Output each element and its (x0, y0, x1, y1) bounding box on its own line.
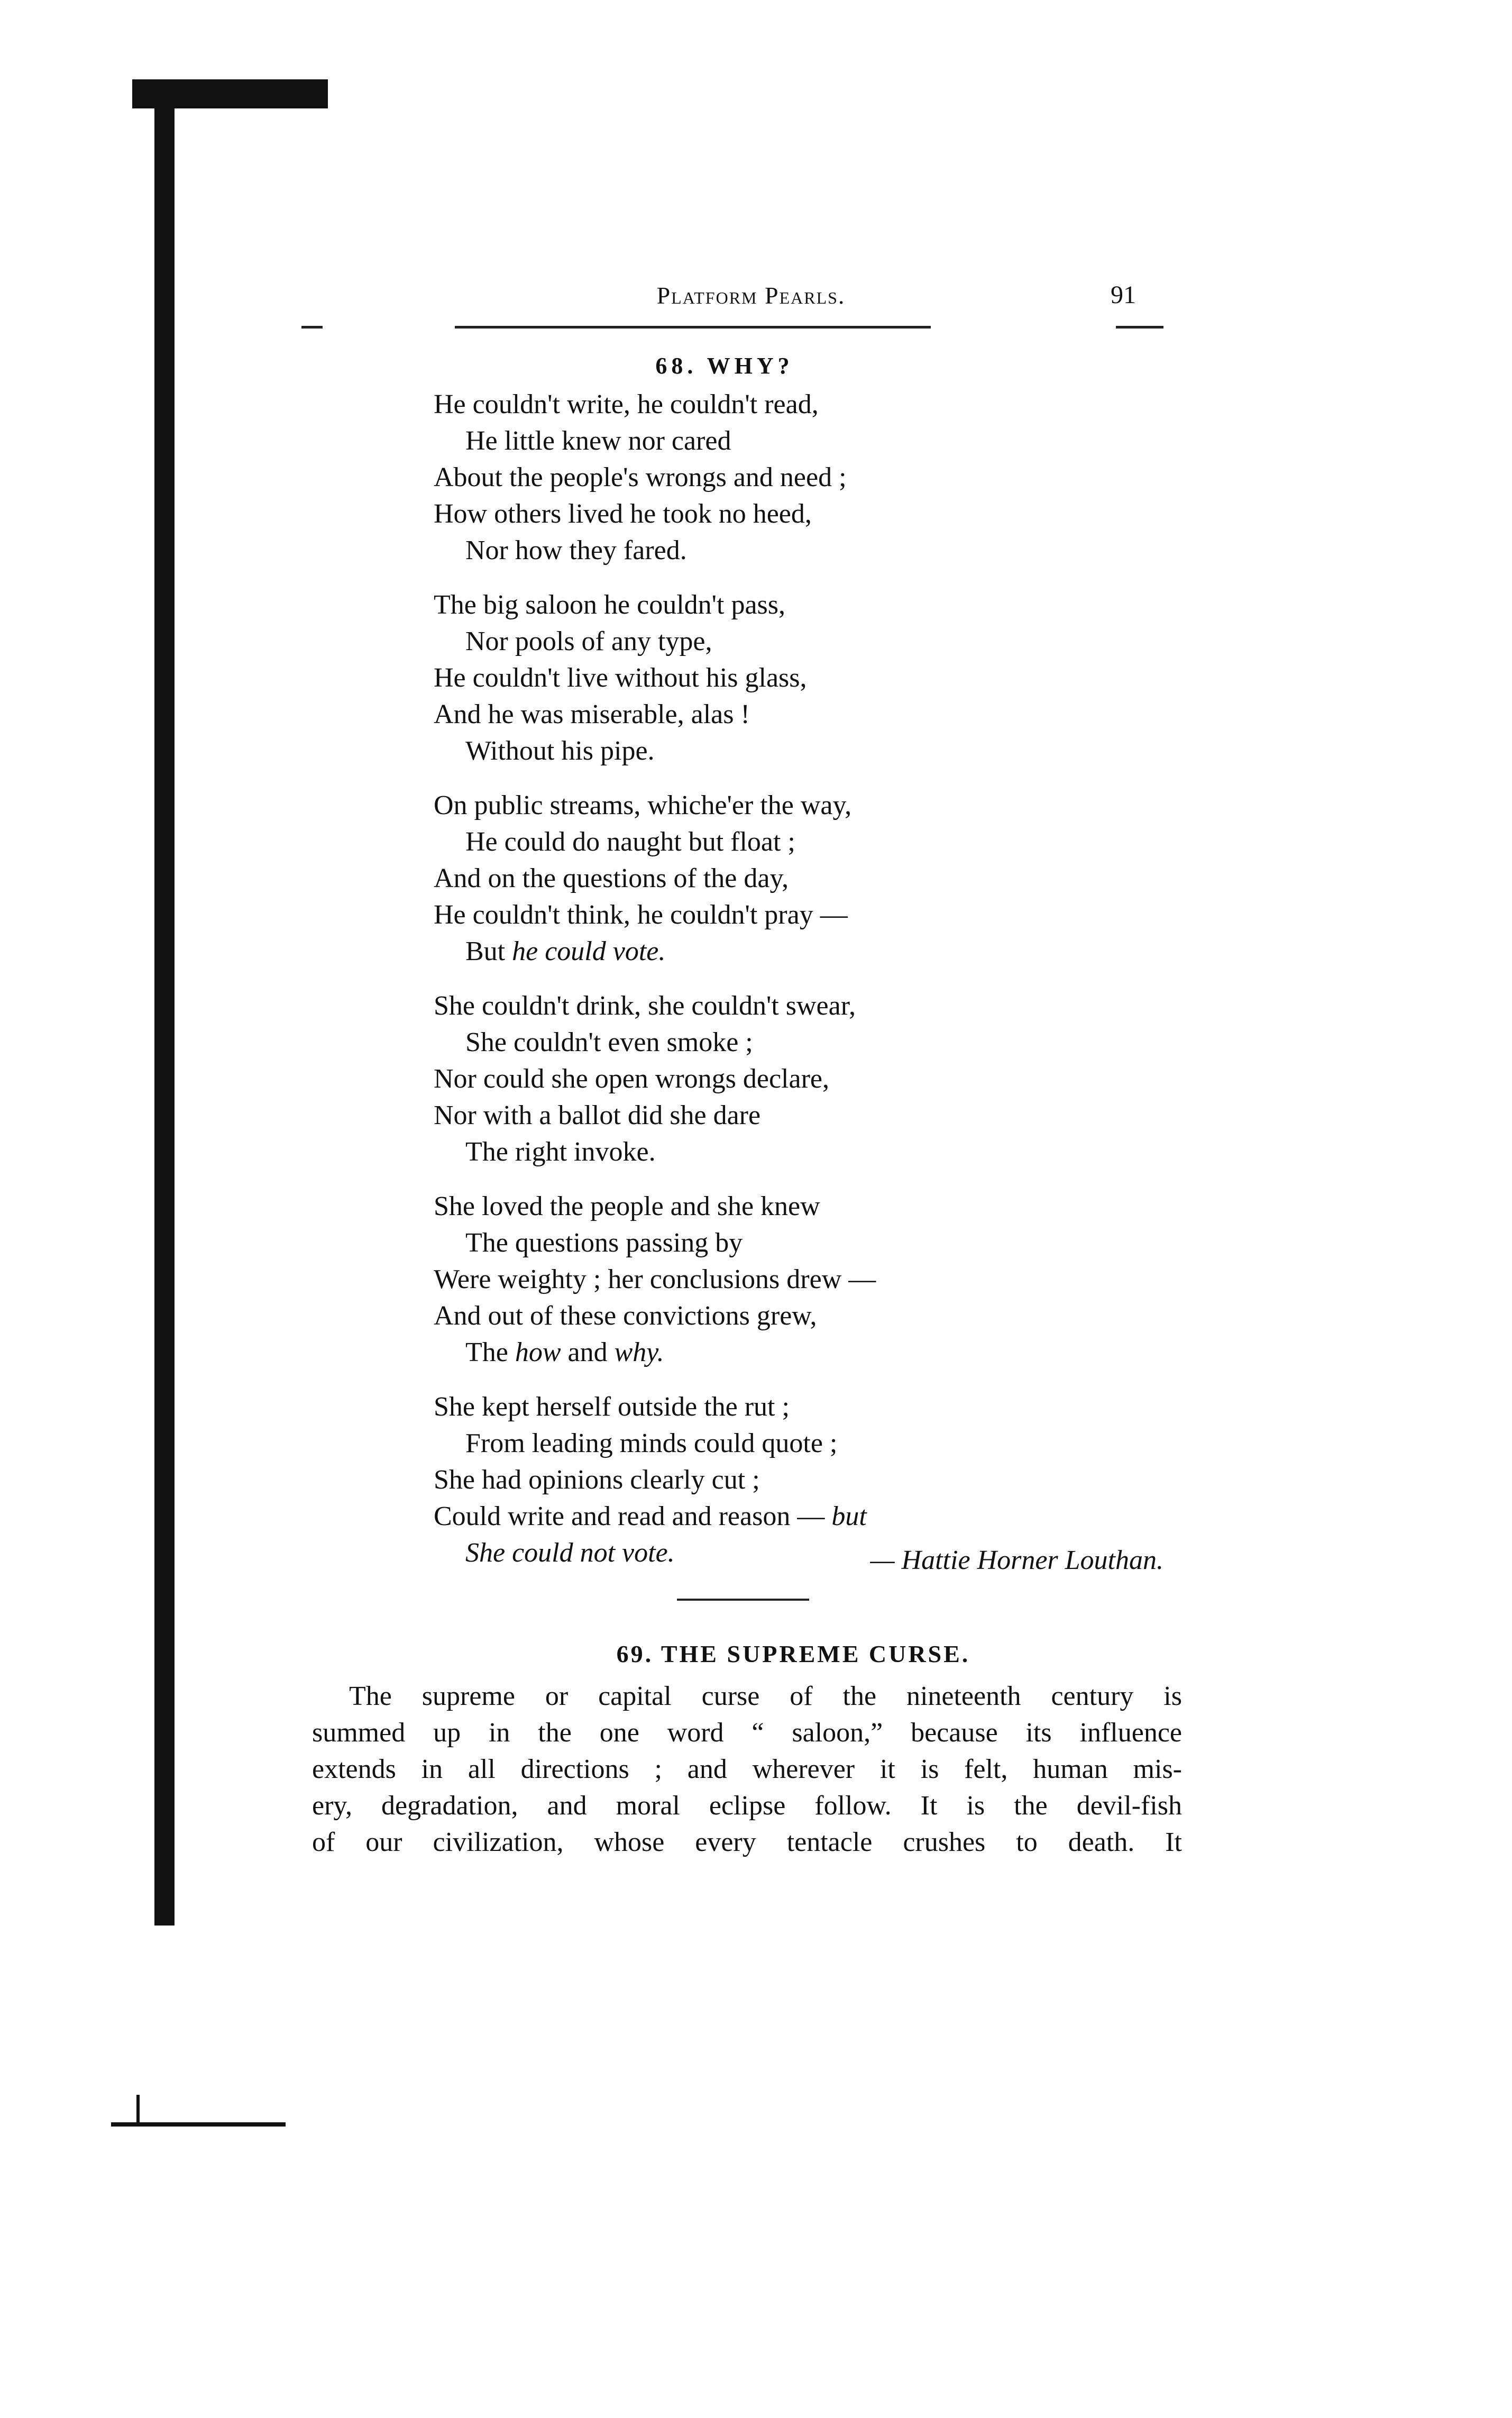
poem-line (434, 1061, 1201, 1097)
poem-line (434, 459, 1201, 496)
poem-line-text: She couldn't even smoke ; (465, 1027, 753, 1057)
poem-stanza (434, 587, 1201, 769)
paragraph-line: of our civilization, whose every tentacle crushes to death. It (312, 1827, 1182, 1857)
poem-line (434, 660, 1201, 696)
poem-stanza (434, 1389, 1201, 1571)
poem-line-text: The big saloon he couldn't pass, (434, 590, 786, 620)
poem-line (434, 1225, 1201, 1261)
binding-edge-gap (152, 1926, 177, 2031)
poem-line (434, 1462, 1201, 1498)
poem-line (434, 623, 1201, 660)
poem-line-text: He couldn't think, he couldn't pray — (434, 900, 848, 930)
paragraph-line: summed up in the one word “ saloon,” because its influence (312, 1718, 1182, 1748)
poem-line (434, 532, 1201, 569)
poem-line (434, 824, 1201, 860)
poem-line (434, 1097, 1201, 1134)
header-rule-center (455, 326, 931, 329)
section-title: 69. THE SUPREME CURSE. (616, 1640, 970, 1667)
poem-stanza (434, 1188, 1201, 1371)
poem-line-italic: he could vote. (512, 936, 666, 966)
section-divider (677, 1599, 809, 1601)
poem-line (434, 696, 1201, 733)
poem-attribution: — Hattie Horner Louthan. (870, 1545, 1163, 1575)
poem-line (434, 1298, 1201, 1334)
paragraph-line: The supreme or capital curse of the nineteenth century is (349, 1681, 1182, 1711)
poem-line-text: Were weighty ; her conclusions drew — (434, 1264, 876, 1294)
poem-line-text: The questions passing by (465, 1228, 743, 1258)
poem-line (434, 988, 1201, 1024)
poem-line-text: He couldn't live without his glass, (434, 663, 807, 693)
poem-line (434, 933, 1201, 970)
poem-stanza (434, 386, 1201, 569)
poem-line (434, 1425, 1201, 1462)
poem-line (434, 1498, 1201, 1535)
poem-line-text: and (561, 1337, 615, 1367)
section-paragraph (312, 1678, 1182, 1860)
poem-line-text: How others lived he took no heed, (434, 499, 812, 529)
poem-line-text: She kept herself outside the rut ; (434, 1392, 790, 1422)
poem-line-text: About the people's wrongs and need ; (434, 462, 847, 492)
poem-line-text: She loved the people and she knew (434, 1191, 820, 1221)
poem-line (434, 787, 1201, 824)
poem-line (434, 1188, 1201, 1225)
binding-edge-foot (111, 2122, 286, 2127)
poem-line-italic: why. (614, 1337, 664, 1367)
poem-line (434, 423, 1201, 459)
poem-line (434, 386, 1201, 423)
poem-line (434, 1389, 1201, 1425)
poem-line-italic: but (831, 1501, 867, 1531)
binding-edge-stub (136, 2095, 140, 2124)
poem-line (434, 1024, 1201, 1061)
poem-line-text: Could write and read and reason — (434, 1501, 832, 1531)
poem-line-text: Without his pipe. (465, 736, 655, 766)
poem-stanza (434, 988, 1201, 1170)
page-number: 91 (1111, 281, 1136, 309)
poem-line-text: From leading minds could quote ; (465, 1428, 838, 1458)
running-title: Platform Pearls. (656, 282, 846, 309)
poem-line-text: Nor could she open wrongs declare, (434, 1064, 829, 1094)
poem-line (434, 1261, 1201, 1298)
poem-line (434, 587, 1201, 623)
header-rule-left (301, 326, 323, 329)
poem-line (434, 1334, 1201, 1371)
poem-line-italic: how (515, 1337, 561, 1367)
poem-line-text: And out of these convictions grew, (434, 1301, 817, 1331)
poem-line-text: Nor how they fared. (465, 535, 687, 565)
poem-line-text: Nor pools of any type, (465, 626, 712, 656)
paragraph-line: extends in all directions ; and wherever it is felt, human mis- (312, 1754, 1182, 1784)
poem-body (434, 386, 1201, 1589)
poem-line-text: He little knew nor cared (465, 426, 731, 456)
poem-line-text: The right invoke. (465, 1137, 656, 1167)
poem-line-text: On public streams, whiche'er the way, (434, 790, 852, 820)
poem-line (434, 733, 1201, 769)
poem-stanza (434, 787, 1201, 970)
poem-line (434, 496, 1201, 532)
poem-line-text: He could do naught but float ; (465, 827, 795, 857)
poem-line (434, 860, 1201, 897)
paragraph-line: ery, degradation, and moral eclipse follow. It is the devil-fish (312, 1791, 1182, 1821)
poem-line-italic: She could not vote. (465, 1538, 675, 1568)
binding-edge-bar (154, 85, 175, 2010)
poem-line-text: Nor with a ballot did she dare (434, 1100, 761, 1130)
poem-title: 68. WHY? (655, 353, 794, 379)
poem-line-text: She couldn't drink, she couldn't swear, (434, 991, 856, 1021)
poem-line (434, 1134, 1201, 1170)
header-rule-right (1116, 326, 1163, 329)
poem-line-text: She had opinions clearly cut ; (434, 1465, 760, 1495)
poem-line-text: He couldn't write, he couldn't read, (434, 389, 819, 419)
poem-line (434, 897, 1201, 933)
poem-line-text: But (465, 936, 512, 966)
poem-line-text: The (465, 1337, 515, 1367)
poem-line-text: And on the questions of the day, (434, 863, 789, 893)
poem-line-text: And he was miserable, alas ! (434, 699, 750, 729)
